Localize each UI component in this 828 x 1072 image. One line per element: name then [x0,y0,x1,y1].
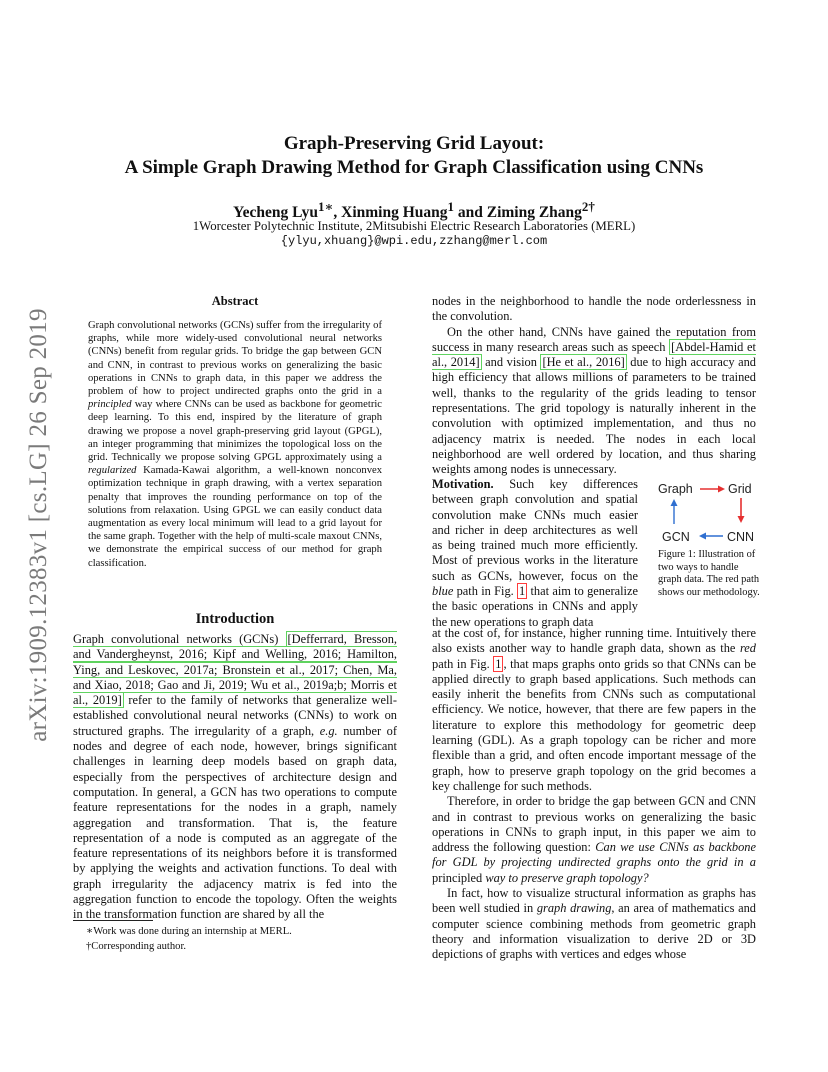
paper-title [0,132,828,180]
author-1: Yecheng Lyu [233,204,319,222]
right-text-2b: and vision [481,355,541,370]
red-arrowhead-down [738,516,745,523]
figure-node-graph: Graph [658,482,693,496]
abstract-body [88,319,382,570]
author-2: Xinming Huang [341,204,448,222]
motivation-label: Motivation. [432,477,494,491]
blue-word: blue [432,584,454,599]
right-paragraph-3-cont [432,626,756,794]
motivation-paragraph [432,477,638,630]
figure-node-grid: Grid [728,482,752,496]
abstract-regularized: regularized [88,465,137,477]
right-paragraph-1: nodes in the neighborhood to handle the node orderlessness in the convolution. [432,294,756,324]
footnote-2: †Corresponding author. [86,941,187,952]
citation-link[interactable]: [He et al., 2016] [542,355,625,370]
author-sep-1: , [333,204,342,222]
motivation-text-d: at the cost of, for instance, higher running time. Intuitively there also exists another way to handle graph data, shown as the [432,626,756,656]
intro-eg: e.g. [319,723,338,738]
right-paragraph-2 [432,325,756,478]
blue-arrowhead-up [671,499,678,506]
arxiv-stamp [24,290,54,760]
right-text-2a: On the other hand, CNNs have gained the reputation from success in many research areas such as speech [432,324,756,354]
intro-text-2: refer to the family of networks that generalize well-established convolutional neural networks (CNNs) to work on structured graphs. The irregularity of a graph, [73,693,397,738]
principled-word: principled [432,870,486,885]
right-text-4a: Therefore, in order to bridge the gap between GCN and CNN and in contrast to previous works on generalizing the basic operations in CNNs to graph input, in this paper we aim to address the following question: [432,794,756,855]
intro-paragraph [73,632,397,923]
intro-heading: Introduction [195,611,275,627]
citation-link[interactable]: [Abdel-Hamid et al., 2014] [432,339,756,370]
abstract-heading: Abstract [211,294,259,308]
footnotes [86,924,406,954]
figure-ref-link[interactable]: 1 [495,656,502,671]
research-question-end: way to preserve graph topology? [485,870,649,885]
intro-text-1: Graph convolutional networks (GCNs) [73,632,286,646]
author-3-sup: 2† [581,199,595,214]
motivation-text-e: path in Fig. [432,656,494,671]
motivation-text-a: Such key differences between graph convolution and spatial convolution make CNNs much easier and richer in deep architectures as well as being trained much more efficiently. Most of previous works in the literature such as GCNs, however, focus on the [432,477,638,583]
right-text-2c: due to high accuracy and high efficiency that allows millions of parameters to be trained well, thanks to the regularity of the grids leading to tensor representations. The grid topology is naturally inherent in the convolution with optimized implementation, and thus no adjacency matrix is needed. The nodes in each local neighborhood are well ordered by location, and thus sharing weights among nodes is unnecessary. [432,355,756,477]
figure-node-gcn: GCN [662,530,690,544]
email: {ylyu,xhuang}@wpi.edu,zzhang@merl.com [280,234,548,248]
figure-1 [654,478,762,548]
author-2-sup: 1 [447,199,454,214]
intro-text-3: number of nodes and degree of each node, however, brings significant challenges in learning deep models based on graph data, especially from the perspectives of architecture design and computation. In general, a GCN has two operations to compute feature representations for the nodes in a graph, namely aggregation and transformation. That is, the feature representation of a node is computed as an aggregate of the feature representations of its neighbors before it is transformed by applying the weights and activation functions. To deal with graph irregularity the adjacency matrix is fed into the aggregation function to encode the topology. Often the weights in the transformation function are shared by all the [73,723,398,922]
citation-link[interactable]: [Defferrard, Bresson, and Vandergheynst, 2016; Kipf and Welling, 2016; Hamilton, Ying, and Leskovec, 2017a; Bronstein et al., 2017; Chen, Ma, and Xiao, 2018; Gao and Ji, 2019; Wu et al., 2019a;b; Morris et al., 2019] [73,632,397,708]
arxiv-stamp-text: arXiv:1909.12383v1 [cs.LG] 26 Sep 2019 [25,308,52,742]
research-question: Can we use CNNs as backbone for GDL by projecting undirected graphs onto the grid in a [432,840,756,870]
author-sep-2: and [453,204,487,222]
red-word: red [739,641,756,656]
figure-1-caption: Figure 1: Illustration of two ways to handle graph data. The red path shows our methodology. [658,549,760,598]
right-text-5a: In fact, how to visualize structural information as graphs has been well studied in [432,886,756,916]
right-text-5b: , an area of mathematics and computer science combining methods from geometric graph theory and information visualization to derive 2D or 3D depictions of graphs with vertices and edges whose [432,901,757,962]
abstract-text-2: way where CNNs can be used as backbone for geometric deep learning. To this end, inspired by the literature of graph drawing we propose a novel graph-preserving grid layout (GPGL), an integer programming that minimizes the topological loss on the grid. Technically we propose solving GPGL approximately using a [88,399,382,464]
author-1-sup: 1∗ [318,199,334,214]
affiliation: 1Worcester Polytechnic Institute, 2Mitsubishi Electric Research Laboratories (MERL) [192,219,636,233]
figure-node-cnn: CNN [727,530,755,544]
right-column-top [432,294,756,478]
right-paragraph-4 [432,794,756,886]
figure-ref-link[interactable]: 1 [519,584,526,599]
blue-arrowhead-left [699,533,706,540]
red-arrowhead-right [718,486,725,493]
abstract-principled: principled [88,399,132,411]
abstract-text-1: Graph convolutional networks (GCNs) suffer from the irregularity of graphs, while more widely-used convolutional neural networks (CNNs) benefit from regular grids. To bridge the gap between GCN and CNN, in contrast to previous works on generalizing the basic operations in CNNs to graph data, in this paper we address the problem of how to project undirected graphs onto the grid in a [88,320,382,398]
motivation-text-f: , that maps graphs onto grids so that CNNs can be applied directly to graph based applications. Such methods can easily inherit the benefits from CNNs such as computational efficiency. We notice, however, that there are few papers in the literature to explore this methodology for geometric deep learning (GDL). As a graph topology can be richer and more flexible than a grid, and often encode important message of the graph, how to preserve graph topology on the grid becomes a key challenge for such methods. [432,656,757,793]
right-column-bottom [432,626,756,963]
title-line-1: Graph-Preserving Grid Layout: [283,133,545,154]
author-3: Ziming Zhang [486,204,582,222]
graph-drawing-term: graph drawing [536,901,612,916]
footnote-rule [73,920,153,921]
figure-1-diagram [654,478,762,548]
abstract-text-3: Kamada-Kawai algorithm, a well-known nonconvex optimization technique in graph drawing, with a vertex separation penalty that improves the rounding performance on top of the solutions from relaxation. Using GPGL we can easily conduct data augmentation as every local minimum will lead to a grid layout for the same graph. Together with the help of multi-scale maxout CNNs, we demonstrate the empirical success of our method for graph classification. [88,465,382,569]
footnote-1: ∗Work was done during an internship at MERL. [86,926,292,937]
title-line-2: A Simple Graph Drawing Method for Graph Classification using CNNs [124,157,704,178]
motivation-text-c: that aim to generalize the basic operations in CNNs and apply the new operations to graph data [432,584,638,629]
right-paragraph-5 [432,886,756,962]
motivation-text-b: path in Fig. [453,584,518,599]
